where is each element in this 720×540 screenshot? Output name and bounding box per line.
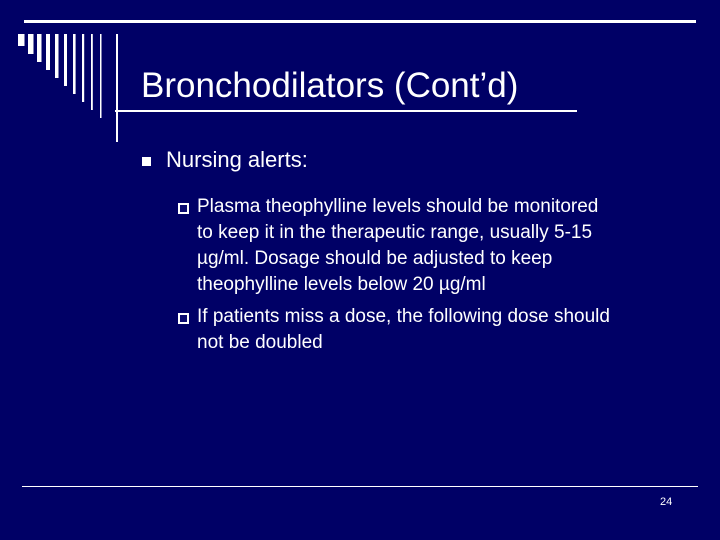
page-number: 24 (660, 496, 673, 508)
deco-bar (73, 34, 76, 94)
hollow-square-bullet-icon (178, 203, 189, 214)
hollow-square-bullet-icon (178, 313, 189, 324)
subbullet-line: theophylline levels below 20 µg/ml (197, 274, 486, 295)
bullet-text: Nursing alerts: (166, 147, 308, 172)
decorative-bars (0, 0, 130, 150)
deco-bar (100, 34, 102, 118)
deco-bar (91, 34, 93, 110)
slide-title: Bronchodilators (Cont’d) (141, 66, 519, 105)
title-underline (115, 110, 577, 112)
subbullet-line: If patients miss a dose, the following dose should (197, 306, 610, 327)
deco-bar (46, 34, 50, 70)
square-bullet-icon (142, 157, 151, 166)
deco-bar (55, 34, 59, 78)
subbullet-line: µg/ml. Dosage should be adjusted to keep (197, 248, 553, 269)
deco-bar (37, 34, 42, 62)
deco-bar (28, 34, 34, 54)
deco-bar (18, 34, 25, 46)
title-vertical-rule (116, 34, 118, 142)
footer-rule (22, 486, 698, 487)
subbullet-line: to keep it in the therapeutic range, usually 5-15 (197, 222, 593, 243)
deco-bar (82, 34, 84, 102)
deco-bar (64, 34, 67, 86)
subbullet-line: not be doubled (197, 332, 323, 353)
subbullet-line: Plasma theophylline levels should be monitored (197, 196, 599, 217)
